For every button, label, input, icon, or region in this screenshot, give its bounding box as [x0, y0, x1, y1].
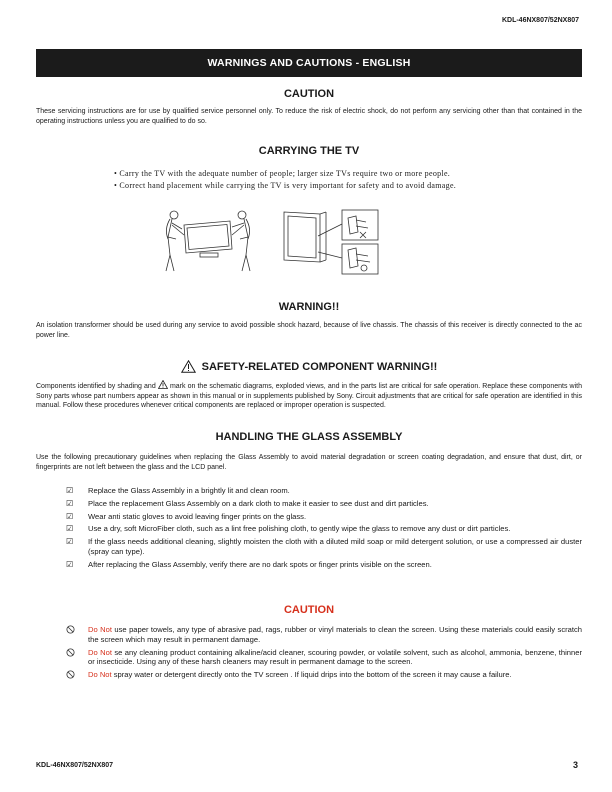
header-model: KDL-46NX807/52NX807	[501, 17, 579, 24]
caution-heading: CAUTION	[283, 88, 335, 100]
carrying-bullet: • Carry the TV with the adequate number of people; larger size TVs require two or more people.	[114, 169, 451, 178]
footer-model: KDL-46NX807/52NX807	[36, 762, 114, 769]
hand-placement-illustration	[282, 208, 382, 276]
safety-heading-row	[36, 360, 582, 373]
checkbox-icon: ☑	[66, 524, 74, 534]
do-not-text: spray water or detergent directly onto the TV screen . If liquid drips into the bottom of the screen it may cause a failure.	[111, 670, 512, 680]
do-not-text: se any cleaning product containing alkaline/acid cleaner, scouring powder, or volatile solvent, such as alcohol, ammonia, benzene, thinner or insecticide. Using any of these harsh cleaners may result in permanent damage to the screen.	[88, 647, 583, 667]
carrying-bullets	[114, 168, 484, 192]
do-not-lead: Do Not	[88, 647, 112, 657]
glass-heading: HANDLING THE GLASS ASSEMBLY	[215, 431, 403, 443]
list-item-text: Use a dry, soft MicroFiber cloth, such as a lint free polishing cloth, to gently wipe the glass to remove any dust or dirt particles.	[88, 524, 511, 534]
glass-checklist	[66, 486, 582, 570]
prohibited-icon	[66, 625, 88, 637]
safety-text	[36, 380, 582, 411]
list-item	[66, 670, 582, 682]
checkbox-icon: ☑	[66, 486, 74, 495]
list-item-text: If the glass needs additional cleaning, slightly moisten the cloth with a diluted mild soap or mild detergent solution, or use a compressed air duster (spray can type).	[88, 537, 582, 556]
glass-intro: Use the following precautionary guidelines when replacing the Glass Assembly to avoid material degradation or screen coating degradation, and ensure that dust, dirt, or fingerprints are not left between the glass and the LCD panel.	[36, 454, 582, 471]
list-item	[66, 486, 582, 496]
safety-text-a: Components identified by shading and	[36, 383, 156, 390]
checkbox-icon: ☑	[66, 511, 74, 521]
do-not-lead: Do Not	[88, 625, 112, 634]
safety-heading: SAFETY-RELATED COMPONENT WARNING!!	[201, 360, 438, 373]
prohibited-icon	[66, 648, 88, 660]
list-item-text: Wear anti static gloves to avoid leaving finger prints on the glass.	[88, 511, 307, 521]
checkbox-icon: ☑	[66, 559, 74, 569]
section-banner: WARNINGS AND CAUTIONS - ENGLISH	[36, 49, 582, 77]
warning-triangle-icon	[181, 360, 196, 373]
carrying-bullet: • Correct hand placement while carrying the TV is very important for safety and to avoid damage.	[114, 181, 457, 190]
warning-text: An isolation transformer should be used during any service to avoid possible shock hazard, because of live chassis. The chassis of this receiver is directly connected to the ac power line.	[36, 322, 582, 339]
list-item-text	[88, 625, 582, 645]
checkbox-icon: ☑	[66, 498, 74, 508]
list-item-text: Replace the Glass Assembly in a brightly lit and clean room.	[88, 486, 290, 495]
list-item	[66, 499, 582, 509]
caution2-list	[66, 625, 582, 682]
do-not-text: use paper towels, any type of abrasive pad, rags, rubber or vinyl materials to clean the screen. Using these materials could easily scratch the screen which may result in permanent damage.	[88, 625, 582, 644]
warning-triangle-icon	[158, 380, 168, 389]
list-item	[66, 512, 582, 522]
warning-heading: WARNING!!	[278, 301, 340, 313]
list-item	[66, 524, 582, 534]
list-item-text: Place the replacement Glass Assembly on a dark cloth to make it easier to see dust and dirt particles.	[88, 498, 429, 508]
list-item	[66, 648, 582, 668]
checkbox-icon: ☑	[66, 537, 74, 547]
carrying-heading: CARRYING THE TV	[258, 145, 360, 157]
page-number: 3	[572, 760, 578, 770]
list-item	[66, 625, 582, 645]
caution2-heading: CAUTION	[283, 604, 335, 616]
caution-text: These servicing instructions are for use by qualified service personnel only. To reduce the risk of electric shock, do not perform any servicing other than that contained in the operating instructions unless you are qualified to do so.	[36, 108, 582, 125]
list-item-text	[88, 648, 582, 668]
list-item-text: After replacing the Glass Assembly, verify there are no dark spots or finger prints visible on the screen.	[88, 559, 432, 569]
do-not-lead: Do Not	[88, 670, 112, 680]
list-item	[66, 537, 582, 557]
people-carrying-tv-illustration	[160, 205, 260, 273]
safety-text-b: mark on the schematic diagrams, exploded views, and in the parts list are critical for safe operation. Replace these components with Sony parts whose part numbers appear as shown in this manual or in supplements published by Sony. Circuit adjustments that are critical for safe operation are identified in this manual. Follow these procedures whenever critical components are replaced or improper operation is suspected.	[36, 383, 582, 410]
list-item	[66, 560, 582, 570]
list-item-text	[88, 670, 582, 680]
prohibited-icon	[66, 670, 88, 682]
